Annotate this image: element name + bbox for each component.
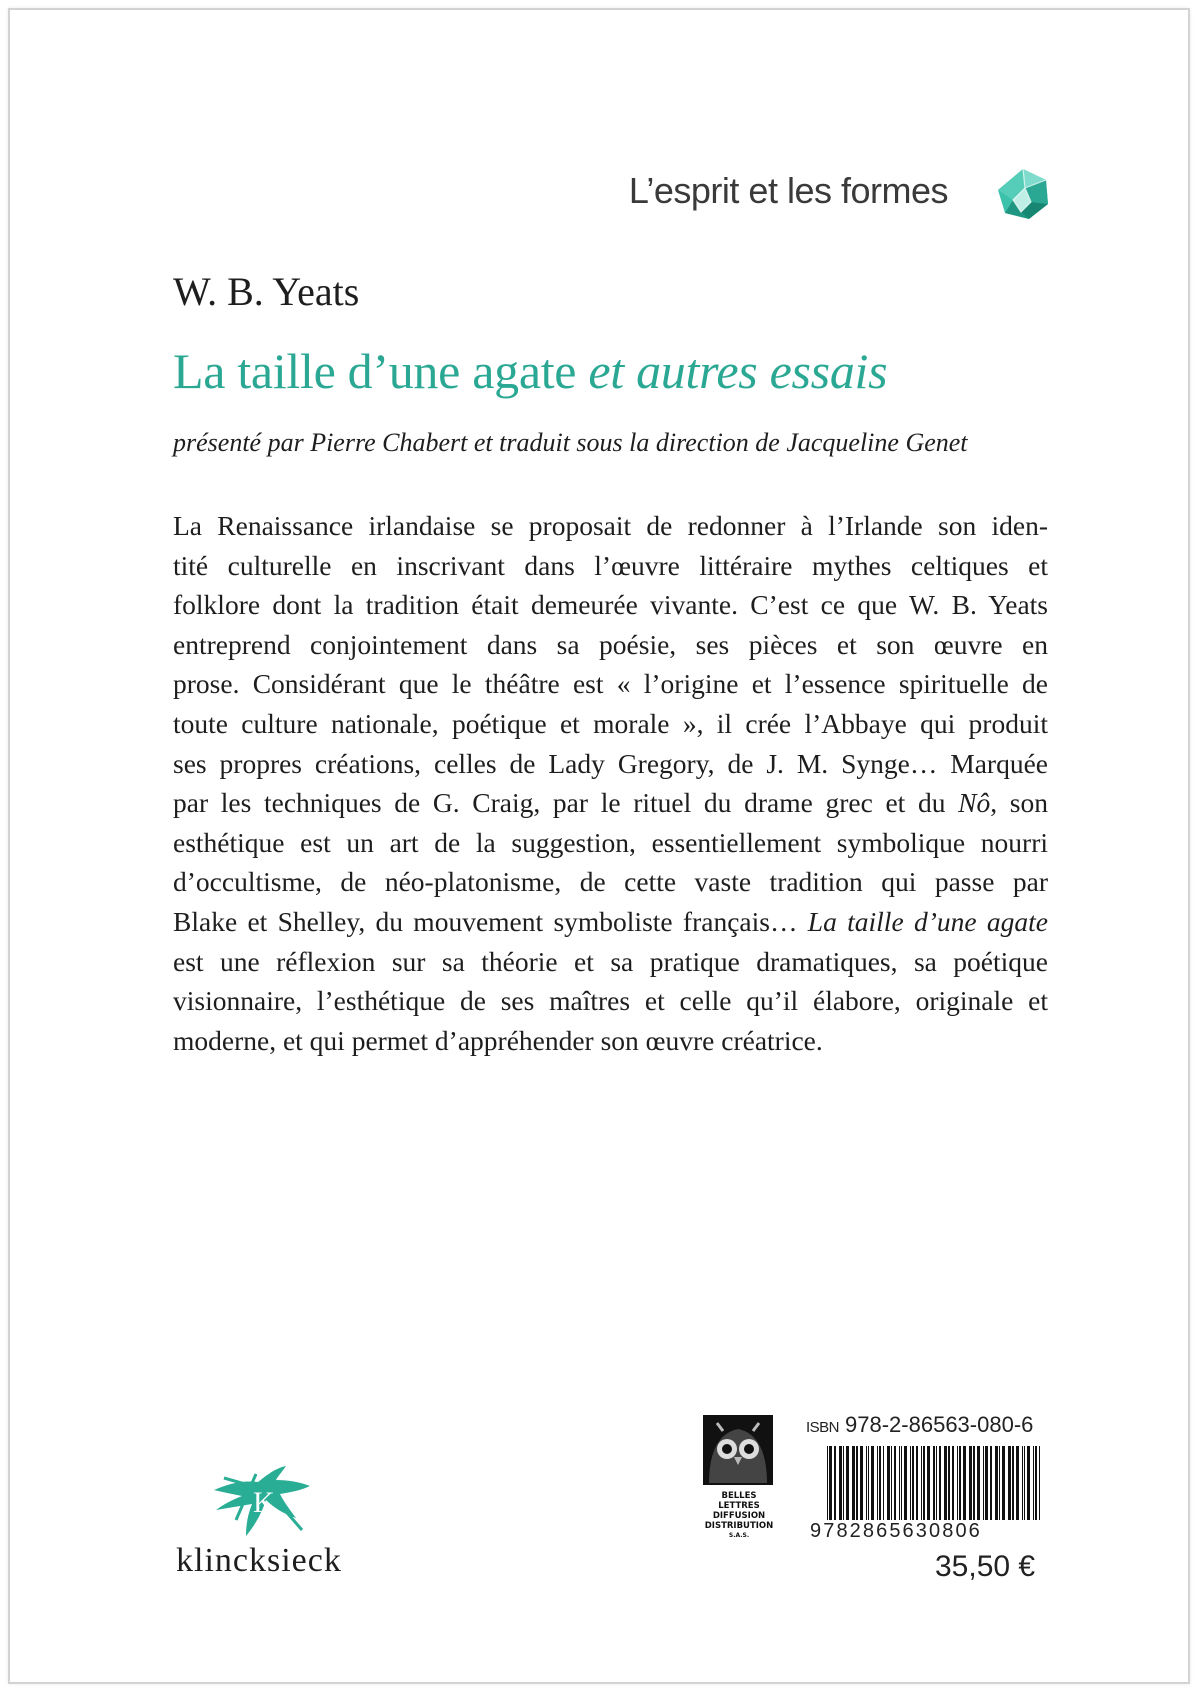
blurb-line: ses propres créations, celles de Lady Gregory, de J. M. Synge… Marquée (173, 747, 1048, 779)
blurb-italic: La taille d’une agate (807, 905, 1048, 937)
barcode-bar (933, 1446, 935, 1520)
distributor-line: DISTRIBUTION (704, 1521, 774, 1531)
barcode-bar (852, 1446, 855, 1520)
blurb-line: visionnaire, l’esthétique de ses maîtres et celle qu’il élabore, originale et (173, 985, 1048, 1017)
price: 35,50 € (935, 1550, 1036, 1583)
barcode-bar (923, 1446, 925, 1520)
barcode-bar (921, 1446, 922, 1520)
barcode-bar (868, 1446, 869, 1520)
distributor-line: BELLES LETTRES (718, 1491, 760, 1511)
blurb-line: toute culture nationale, poétique et morale », il crée l’Abbaye qui produit (173, 707, 1048, 739)
series-name: L’esprit et les formes (628, 170, 948, 211)
barcode-bar (839, 1446, 842, 1520)
barcode-bar (879, 1446, 881, 1520)
distributor-label (700, 1491, 778, 1541)
barcode-bar (944, 1446, 947, 1520)
barcode-bar (856, 1446, 858, 1520)
barcode-bar (983, 1446, 984, 1520)
author-name: W. B. Yeats (173, 269, 360, 314)
publisher-name: klincksieck (176, 1542, 342, 1579)
barcode-bar (910, 1446, 911, 1520)
barcode-bar (957, 1446, 958, 1520)
barcode-bar (912, 1446, 914, 1520)
barcode-bar (1016, 1446, 1019, 1520)
blurb-line: La Renaissance irlandaise se proposait de redonner à l’Irlande son iden- (173, 510, 1048, 541)
blurb-line: moderne, et qui permet d’appréhender son œuvre créatrice. (173, 1024, 823, 1056)
blurb-segment: , son (990, 787, 1048, 819)
barcode-bar (866, 1446, 867, 1520)
isbn-number: 978-2-86563-080-6 (845, 1412, 1034, 1437)
barcode-bar (871, 1446, 874, 1520)
barcode-bar (969, 1446, 972, 1520)
barcode-bar (1039, 1446, 1040, 1520)
barcode-bar (990, 1446, 992, 1520)
barcode-digits: 9782865630806 (810, 1520, 982, 1542)
barcode-bar (883, 1446, 884, 1520)
barcode-bar (1022, 1446, 1023, 1520)
barcode-bar (952, 1446, 954, 1520)
barcode-bar (1035, 1446, 1037, 1520)
svg-text:K: K (253, 1486, 275, 1519)
blurb-line: d’occultisme, de néo-platonisme, de cette vaste tradition qui passe par (173, 866, 1048, 898)
barcode-bar (959, 1446, 961, 1520)
barcode-bar (843, 1446, 844, 1520)
barcode-bar (927, 1446, 930, 1520)
title-italic: et autres essais (588, 343, 888, 399)
barcode-bar (877, 1446, 878, 1520)
klincksieck-k-logo-icon (206, 1460, 316, 1540)
barcode-bar (1024, 1446, 1025, 1520)
gem-logo-icon (995, 166, 1051, 222)
blurb-line: entreprend conjointement dans sa poésie, ses pièces et son œuvre en (173, 628, 1048, 660)
book-credits: présenté par Pierre Chabert et traduit sous la direction de Jacqueline Genet (173, 428, 968, 457)
barcode-bar (1002, 1446, 1005, 1520)
isbn-prefix: ISBN (806, 1419, 840, 1436)
barcode-bar (901, 1446, 902, 1520)
owl-logo-icon (703, 1415, 773, 1485)
blurb-line: prose. Considérant que le théâtre est « l’origine et l’essence spirituelle de (173, 668, 1048, 700)
blurb-line (173, 783, 1048, 823)
book-title (173, 342, 887, 400)
barcode-bar (939, 1446, 941, 1520)
isbn-label (806, 1412, 1033, 1438)
barcode-bar (860, 1446, 863, 1520)
barcode-bar (1027, 1446, 1030, 1520)
blurb-line: est une réflexion sur sa théorie et sa pratique dramatiques, sa poétique (173, 945, 1048, 977)
barcode (825, 1446, 1043, 1520)
barcode-bar (827, 1446, 828, 1520)
barcode-bar (936, 1446, 937, 1520)
distributor-line: DIFFUSION (712, 1511, 766, 1521)
blurb-segment: par les techniques de G. Craig, par le rituel du drame grec et du (173, 787, 959, 819)
blurb-line: esthétique est un art de la suggestion, essentiellement symbolique nourri (173, 826, 1048, 858)
barcode-bar (1008, 1446, 1011, 1520)
blurb-line (173, 902, 1048, 942)
blurb-line: tité culturelle en inscrivant dans l’œuvre littéraire mythes celtiques et (173, 549, 1048, 581)
barcode-bar (846, 1446, 849, 1520)
barcode-bar (899, 1446, 900, 1520)
barcode-bar (999, 1446, 1000, 1520)
title-main: La taille d’une agate (173, 343, 589, 399)
barcode-bar (834, 1446, 836, 1520)
barcode-bar (829, 1446, 832, 1520)
blurb-text (173, 506, 1048, 1060)
book-back-cover (8, 8, 1190, 1684)
barcode-bar (977, 1446, 980, 1520)
blurb-line: folklore dont la tradition était demeurée vivante. C’est ce que W. B. Yeats (173, 589, 1048, 621)
barcode-bar (891, 1446, 892, 1520)
barcode-bar (916, 1446, 918, 1520)
distributor-line: S.A.S. (728, 1532, 750, 1539)
barcode-bar (887, 1446, 890, 1520)
barcode-bar (985, 1446, 988, 1520)
barcode-bar (948, 1446, 950, 1520)
blurb-segment: Blake et Shelley, du mouvement symboliste français… (173, 905, 808, 937)
barcode-bar (963, 1446, 966, 1520)
barcode-bar (1012, 1446, 1014, 1520)
barcode-bar (973, 1446, 975, 1520)
barcode-bar (894, 1446, 896, 1520)
blurb-italic: Nô (958, 787, 991, 819)
barcode-bar (995, 1446, 998, 1520)
barcode-bar (904, 1446, 907, 1520)
barcode-bar (1033, 1446, 1034, 1520)
